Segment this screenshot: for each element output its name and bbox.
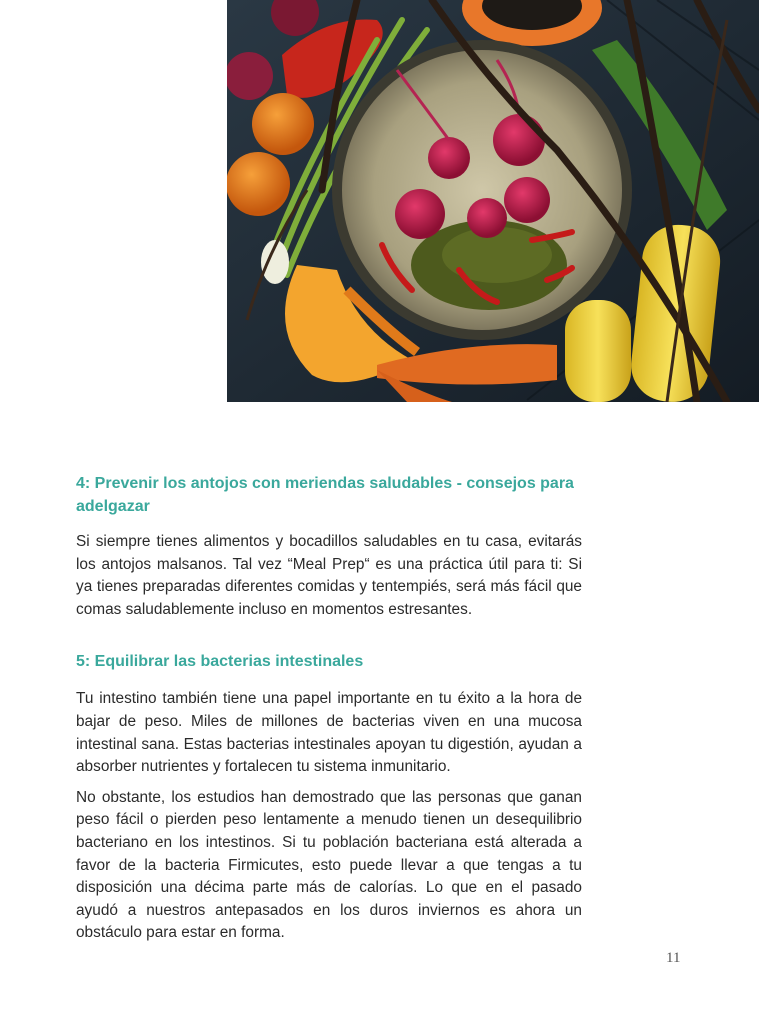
section-4-heading: 4: Prevenir los antojos con meriendas saludables - consejos para adelgazar (76, 475, 574, 515)
vegetables-illustration (227, 0, 759, 402)
section-5-heading: 5: Equilibrar las bacterias intestinales (76, 653, 364, 671)
section-5-paragraph-1: Tu intestino también tiene una papel importante en tu éxito a la hora de bajar de peso. Miles de millones de bacterias viven en una mucosa intestinal sana. Estas bacterias intestinales apoyan tu digestión, ayudan a absorber nutrientes y fortalecen tu sistema inmunitario. (76, 690, 582, 776)
page-number: 11 (666, 950, 681, 966)
article-content (76, 472, 582, 945)
section-5-paragraph-2: No obstante, los estudios han demostrado que las personas que ganan peso fácil o pierden peso lentamente a menudo tienen un desequilibrio bacteriano en los intestinos. Si tu población bacteriana está alterada a favor de la bacteria Firmicutes, esto puede llevar a que tengas a tu disposición una décima parte más de calorías. Lo que en el pasado ayudó a nuestros antepasados en los duros inviernos es ahora un obstáculo para estar en forma. (76, 788, 582, 942)
section-4-paragraph: Si siempre tienes alimentos y bocadillos saludables en tu casa, evitarás los antojos malsanos. Tal vez “Meal Prep“ es una práctica útil para ti: Si ya tienes preparadas diferentes comidas y tentempiés, será más fácil que comas saludablemente incluso en momentos estresantes. (76, 533, 582, 618)
food-photo (227, 0, 759, 402)
